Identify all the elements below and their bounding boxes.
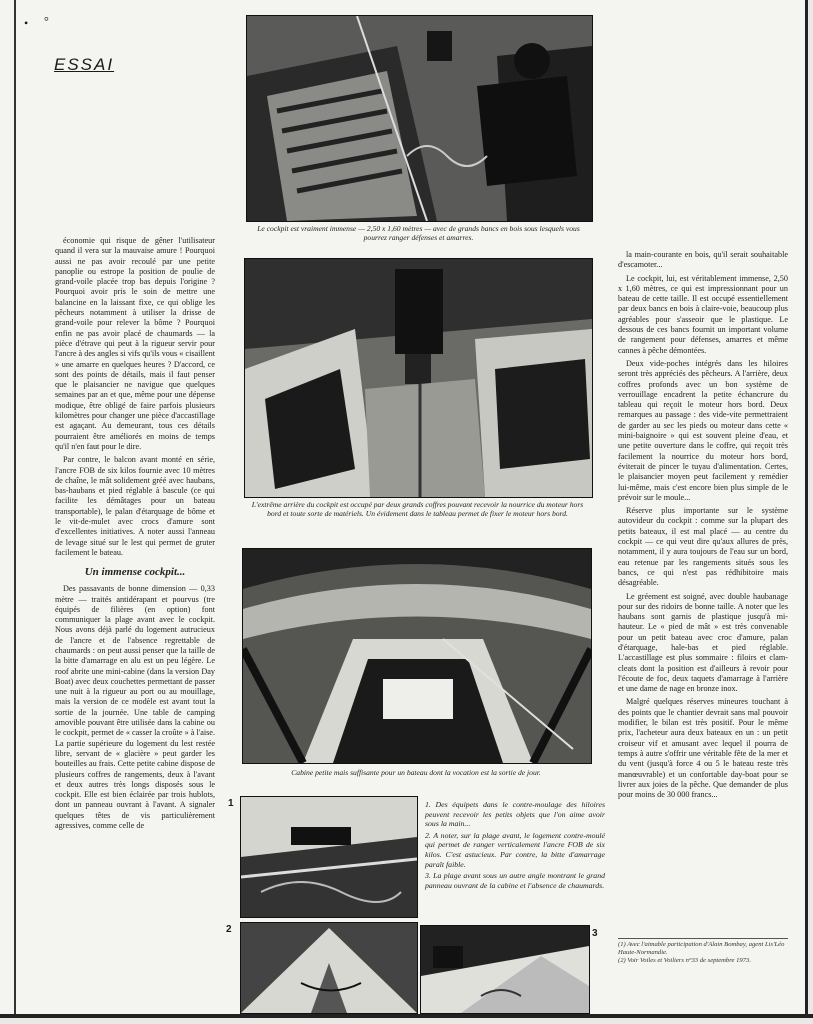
photo-hiloire (240, 796, 418, 918)
photo-foredeck-art (241, 923, 417, 1013)
subheading: Un immense cockpit... (84, 566, 186, 579)
photo-foredeck (240, 922, 418, 1014)
paragraph: Deux vide-poches intégrés dans les hiloires seront très appréciés des pêcheurs. A l'arrière, deux coffres profonds avec un bon système de verrouillage encadrent la petite échancrure du tableau qui reçoit le moteur hors bord. Deux remarques au passage : des vide-vite permettraient de garder au sec les pieds ou moteur dans cette « mini-baignoire » qui est souvent pleine d'eau, et une petite ouverture dans le coffre, qui reçoit très facilement la nourrice du moteur hors bord, éviterait de pincer le tuyau d'alimentation. Certes, le plaisancier moyen peut facilement y remédier lui-même, mais c'est encore bien plus simple de le prévoir sur le moule... (618, 358, 788, 502)
page-edge-rule (14, 0, 16, 1018)
note-2: 2. A noter, sur la plage avant, le logement contre-moulé qui permet de ranger verticalement l'ancre FOB de six kilos. C'est astucieux. Par contre, la bitte d'amarrage paraît faible. (425, 830, 605, 869)
paragraph: Le gréement est soigné, avec double haubanage pour sur des ridoirs de bonne taille. A noter que les haubans sont garnis de plastique jusqu'à mi-hauteur. Le « pied de mât » est très convenable pour un petit bateau avec croc d'amure, palan d'étarquage, hale-bas et pied réglable. L'accastillage est plus sommaire : filoirs et clam-cleats dont la position est d'ailleurs à revoir pour l'écoute de foc, deux taquets d'amarrage à l'arrière et une dame de nage en bronze inox. (618, 591, 788, 694)
photo-cockpit-rear (244, 258, 593, 498)
photo-cockpit (246, 15, 593, 222)
photo-hiloire-art (241, 797, 417, 917)
photo-label-2: 2 (226, 924, 232, 935)
article-column-left (55, 236, 215, 834)
corner-mark: • (24, 16, 29, 30)
paragraph: Réserve plus importante sur le système autovideur du cockpit : comme sur la plupart des petits bateaux, il est mal placé — au centre du cockpit — ce qui veut dire qu'aux allures de près, notamment, il y aura toujours de l'eau sur un bord, eau retenue par les rangements situés sous les bancs, ce qui n'est pas rédhibitoire mais désagréable. (618, 506, 788, 588)
photo-foredeck-angle (420, 925, 590, 1014)
note-1: 1. Des équipets dans le contre-moulage des hiloires peuvent recevoir les petits objets que l'on aime avoir sous la main... (425, 800, 605, 829)
caption-3: Cabine petite mais suffisante pour un bateau dont la vocation est la sortie de jour. (291, 768, 541, 777)
paragraph: la main-courante en bois, qu'il serait souhaitable d'escamoter... (618, 250, 788, 270)
corner-dot: ° (44, 14, 49, 28)
photo-label-3: 3 (592, 928, 598, 939)
photo-notes (425, 800, 605, 892)
photo-cabin (242, 548, 592, 764)
note-3: 3. La plage avant sous un autre angle montrant le grand panneau ouvrant de la cabine et l'absence de chaumards. (425, 871, 605, 890)
paragraph: Malgré quelques réserves mineures touchant à des points que le chantier devrait sans mal pouvoir modifier, le bilan est très positif. Pour le même prix, l'acheteur aura deux bateaux en un : un petit croiseur vif et amusant avec lequel il pourra de temps à autre s'offrir une véritable fête de la mer et du vent (jusqu'à force 4 ou 5 le bateau reste très manœuvrable) et un confortable day-boat pour se livrer aux joies de la pêche. Que demander de plus pour moins de 30 000 francs... (618, 697, 788, 800)
bottom-rule (0, 1014, 813, 1018)
photo-cockpit-art (247, 16, 592, 221)
paragraph: économie qui risque de gêner l'utilisateur quand il vera sur la mauvaise amure ! Pourquoi aussi ne pas avoir recoulé par une petite panoplie ou estrope la position de poulie de grand-voile placée trop bas depuis l'origine ? Pourquoi avoir pris le soin de mettre une balancine en la laissant fixe, ce qui oblige les pêcheurs notamment à utiliser la drisse de grand-voile pour relever la bôme ? Pourquoi enfin ne pas avoir placé de chaumards — la pièce d'étrave qui peut à la rigueur servir pour l'ancre à des angles si vifs qu'ils vous « cisaillent » une amarre en quelques heures ? D'accord, ce sont des points de détails, mais il faut penser que le plaisancier ne navigue que quelques semaines par an et que, même pour une dépense modique, être obligé de faire parfois plusieurs kilomètres pour changer une pièce d'accastillage est agaçant. Au demeurant, tous ces détails pourraient être améliorés en moins de temps qu'il n'en faut pour le dire. (55, 236, 215, 451)
photo-cabin-art (243, 549, 591, 763)
photo-label-1: 1 (228, 798, 234, 809)
footnote-1: (1) Avec l'aimable participation d'Alain Bombay, agent Lis'Léo Haute-Normandie. (618, 941, 785, 956)
article-column-right (618, 250, 788, 803)
paragraph: Par contre, le balcon avant monté en série, l'ancre FOB de six kilos fournie avec 10 mètres de chaîne, le mât solidement gréé avec haubans, bas-haubans et pied réglable à bascule (ce qui facilite les démâtages pour un bateau transportable), le palan d'étarquage de bôme et le vit-de-mulet avec crocs d'amure sont d'excellentes initiatives. A noter aussi l'anneau de levage situé sur le lest qui permet de gruter facilement le bateau. (55, 455, 215, 557)
paragraph: Des passavants de bonne dimension — 0,33 mètre — traités antidérapant et pourvus (tre équipés de filières (en option) font communiquer la plage avant avec le cockpit. Nous avons déjà parlé du logement autrucieux de l'ancre et de l'absence regrettable de chaumards : on peut aussi penser que la taille de la bitte d'amarrage en alu est un peu légère. Le roof abrite une mini-cabine (dans la version Day Boat) avec deux couchettes permettant de passer une nuit à la rigueur au port ou au mouillage, mais la version de ce modèle est avant tout la sortie de la journée. Une table de camping amovible pouvant être utilisée dans la cabine ou le cockpit, permet de « casser la croûte » à l'aise. La partie supérieure du logement du lest restée libre, servant de « glacière » peut garder les bouteilles au frais. Cette petite cabine dispose de plusieurs coffres de rangements, deux à l'avant et deux autres très longs disposés sous le cockpit. Elle est bien éclairée par trois hublots, dont un panneau ouvrant à l'avant. A signaler quelques têtes de vis particulièrement agressives, comme celle de (55, 584, 215, 831)
paragraph: Le cockpit, lui, est véritablement immense, 2,50 x 1,60 mètres, ce qui est impressionnant pour un bateau de cette taille. Il est occupé essentiellement par deux bancs en bois à claire-voie, beaucoup plus agréables pour s'asseoir que le plastique. Le dessous de ces bancs fournit un important volume de rangement pour défenses, amarres et même cannes à pêche démontées. (618, 273, 788, 355)
footnote-2: (2) Voir Voiles et Voiliers n°33 de septembre 1973. (618, 957, 751, 964)
photo-foredeck-angle-art (421, 926, 589, 1013)
section-header: ESSAI (54, 55, 115, 74)
caption-1: Le cockpit est vraiment immense — 2,50 x 1,60 mètres — avec de grands bancs en bois sous lesquels vous pourrez ranger défenses et amarres. (257, 224, 580, 243)
photo-cockpit-rear-art (245, 259, 592, 497)
footnotes (618, 938, 788, 965)
caption-2: L'extrême arrière du cockpit est occupé par deux grands coffres pouvant recevoir la nourrice du moteur hors bord et toute sorte de matériels. Un évidement dans le tableau permet de fixer le moteur hors bord. (251, 500, 584, 519)
